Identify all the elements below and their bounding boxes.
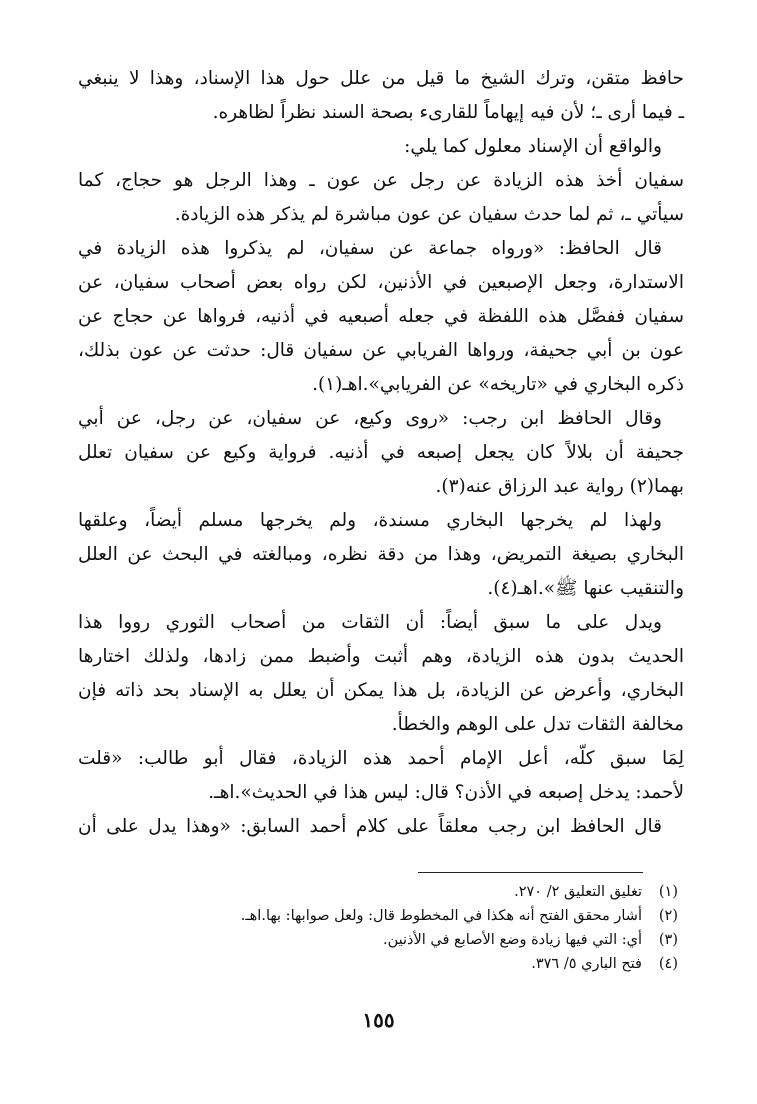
page-number: ١٥٥ bbox=[362, 1008, 395, 1032]
text-line: بهما(٢) رواية عبد الرزاق عنه(٣). bbox=[435, 476, 684, 497]
text-line: سيأتي ـ، ثم لما حدث سفيان عن عون مباشرة لم يذكر هذه الزيادة. bbox=[174, 204, 684, 225]
text-line: لِمَا سبق كلّه، أعل الإمام أحمد هذه الزيادة، فقال أبو طالب: «قلت bbox=[78, 748, 684, 769]
main-text bbox=[78, 62, 684, 844]
text-line: ولهذا لم يخرجها البخاري مسندة، ولم يخرجها مسلم أيضاً، وعلقها bbox=[78, 510, 662, 531]
text-line: الاستدارة، وجعل الإصبعين في الأذنين، لكن رواه بعض أصحاب سفيان، عن bbox=[78, 272, 684, 293]
footnote-number: (٢) bbox=[658, 908, 678, 924]
text-line: وقال الحافظ ابن رجب: «روى وكيع، عن سفيان، عن رجل، عن أبي bbox=[78, 408, 662, 429]
page-body bbox=[78, 62, 684, 844]
footnote-number: (٤) bbox=[658, 956, 678, 972]
text-line: البخاري بصيغة التمريض، وهذا من دقة نظره، ومبالغته في البحث عن العلل bbox=[78, 544, 684, 565]
text-line: قال الحافظ ابن رجب معلقاً على كلام أحمد السابق: «وهذا يدل على أن bbox=[78, 816, 662, 837]
footnotes bbox=[78, 880, 678, 976]
footnote bbox=[78, 904, 678, 928]
text-line: سفيان أخذ هذه الزيادة عن رجل عن عون ـ وهذا الرجل هو حجاج، كما bbox=[78, 170, 684, 191]
footnote-divider bbox=[418, 872, 643, 873]
footnote-number: (٣) bbox=[658, 932, 678, 948]
footnote bbox=[78, 880, 678, 904]
text-line: قال الحافظ: «ورواه جماعة عن سفيان، لم يذكروا هذه الزيادة في bbox=[78, 238, 662, 259]
footnote-text: أشار محقق الفتح أنه هكذا في المخطوط قال: ولعل صوابها: بها.اهـ. bbox=[240, 908, 642, 924]
text-line: سفيان ففصَّل هذه اللفظة في جعله أصبعيه في أذنيه، فرواها عن حجاج عن bbox=[78, 306, 684, 327]
footnote-text: أي: التي فيها زيادة وضع الأصابع في الأذنين. bbox=[383, 932, 642, 948]
footnote-text: تغليق التعليق ٢/ ٢٧٠. bbox=[514, 884, 642, 900]
text-line: ـ فيما أرى ـ؛ لأن فيه إيهاماً للقارىء بصحة السند نظراً لظاهره. bbox=[212, 102, 684, 123]
text-line: والتنقيب عنها ﷺ».اهـ(٤). bbox=[487, 578, 684, 599]
text-line: حافظ متقن، وترك الشيخ ما قيل من علل حول هذا الإسناد، وهذا لا ينبغي bbox=[78, 68, 684, 89]
text-line: عون بن أبي جحيفة، ورواها الفريابي عن سفيان قال: حدثت عن عون بذلك، bbox=[78, 340, 684, 361]
text-line: جحيفة أن بلالاً كان يجعل إصبعه في أذنيه. فرواية وكيع عن سفيان تعلل bbox=[78, 442, 684, 463]
text-line: ويدل على ما سبق أيضاً: أن الثقات من أصحاب الثوري رووا هذا bbox=[78, 612, 662, 633]
footnote bbox=[78, 928, 678, 952]
footnote bbox=[78, 952, 678, 976]
text-line: البخاري، وأعرض عن الزيادة، بل هذا يمكن أن يعلل به الإسناد بحد ذاته فإن bbox=[78, 680, 684, 701]
footnote-number: (١) bbox=[658, 884, 678, 900]
text-line: والواقع أن الإسناد معلول كما يلي: bbox=[404, 136, 662, 157]
text-line: لأحمد: يدخل إصبعه في الأذن؟ قال: ليس هذا في الحديث».اهـ. bbox=[208, 782, 684, 803]
text-line: مخالفة الثقات تدل على الوهم والخطأ. bbox=[391, 714, 684, 735]
text-line: ذكره البخاري في «تاريخه» عن الفريابي».اهـ(١). bbox=[312, 374, 684, 395]
footnote-text: فتح الباري ٥/ ٣٧٦. bbox=[531, 956, 642, 972]
text-line: الحديث بدون هذه الزيادة، وهم أثبت وأضبط ممن زادها، ولذلك اختارها bbox=[78, 646, 684, 667]
